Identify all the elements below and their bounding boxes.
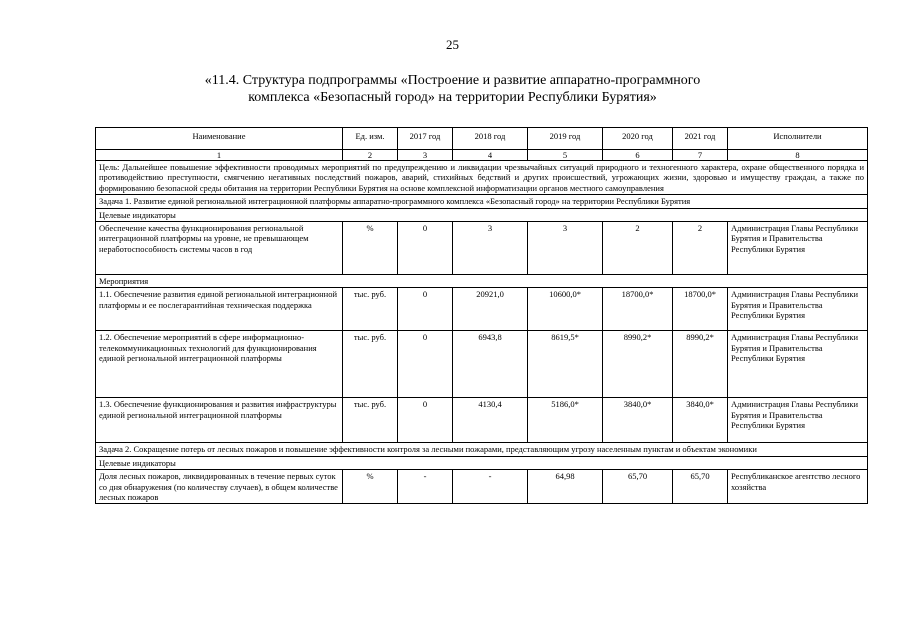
value-2018: 20921,0 — [453, 288, 528, 331]
value-2018: 4130,4 — [453, 398, 528, 443]
value-2021: 2 — [673, 222, 728, 275]
column-number: 3 — [398, 150, 453, 161]
column-number: 5 — [528, 150, 603, 161]
activity-unit: тыс. руб. — [343, 331, 398, 398]
indicator-unit: % — [343, 222, 398, 275]
header-row — [96, 128, 868, 150]
column-number: 8 — [728, 150, 868, 161]
value-2018: - — [453, 470, 528, 504]
header-2020: 2020 год — [603, 128, 673, 150]
column-number: 6 — [603, 150, 673, 161]
executor: Республиканское агентство лесного хозяйства — [728, 470, 868, 504]
activities-label-row — [96, 275, 868, 288]
task-2-text: Задача 2. Сокращение потерь от лесных пожаров и повышение эффективности контроля за лесными пожарами, представляющим угрозу населенным пунктам и объектам экономики — [96, 443, 868, 456]
value-2021: 18700,0* — [673, 288, 728, 331]
value-2017: 0 — [398, 331, 453, 398]
activity-row — [96, 288, 868, 331]
header-2021: 2021 год — [673, 128, 728, 150]
value-2019: 8619,5* — [528, 331, 603, 398]
title-line-2: комплекса «Безопасный город» на территории Республики Бурятия» — [248, 90, 657, 105]
indicators-label-row — [96, 456, 868, 469]
indicator-name: Доля лесных пожаров, ликвидированных в течение первых суток со дня обнаружения (по количеству случаев), в общем количестве лесных пожаров — [96, 470, 343, 504]
column-number-row — [96, 150, 868, 161]
value-2018: 6943,8 — [453, 331, 528, 398]
activity-row — [96, 331, 868, 398]
header-executors: Исполнители — [728, 128, 868, 150]
value-2019: 3 — [528, 222, 603, 275]
activity-unit: тыс. руб. — [343, 288, 398, 331]
header-2019: 2019 год — [528, 128, 603, 150]
value-2017: - — [398, 470, 453, 504]
header-name: Наименование — [96, 128, 343, 150]
activity-row — [96, 398, 868, 443]
title-line-1: «11.4. Структура подпрограммы «Построение и развитие аппаратно-программного — [204, 73, 701, 88]
value-2017: 0 — [398, 398, 453, 443]
header-2018: 2018 год — [453, 128, 528, 150]
page-number: 25 — [446, 37, 459, 52]
activity-name: 1.1. Обеспечение развития единой региональной интеграционной платформы и ее послегарантийная техническая поддержка — [96, 288, 343, 331]
activity-unit: тыс. руб. — [343, 398, 398, 443]
executor: Администрация Главы Республики Бурятия и Правительства Республики Бурятия — [728, 222, 868, 275]
value-2020: 8990,2* — [603, 331, 673, 398]
column-number: 1 — [96, 150, 343, 161]
value-2020: 18700,0* — [603, 288, 673, 331]
header-unit: Ед. изм. — [343, 128, 398, 150]
activity-name: 1.2. Обеспечение мероприятий в сфере информационно-телекоммуникационных технологий для функционирования единой региональной интеграционной платформы — [96, 331, 343, 398]
executor: Администрация Главы Республики Бурятия и Правительства Республики Бурятия — [728, 288, 868, 331]
indicators-label: Целевые индикаторы — [96, 208, 868, 221]
column-number: 2 — [343, 150, 398, 161]
task-1-text: Задача 1. Развитие единой региональной интеграционной платформы аппаратно-программного комплекса «Безопасный город» на территории Республики Бурятия — [96, 195, 868, 208]
value-2020: 2 — [603, 222, 673, 275]
value-2019: 64,98 — [528, 470, 603, 504]
subprogram-structure-table — [95, 127, 868, 504]
indicators-label: Целевые индикаторы — [96, 456, 868, 469]
header-2017: 2017 год — [398, 128, 453, 150]
activity-name: 1.3. Обеспечение функционирования и развития инфраструктуры единой региональной интеграционной платформы — [96, 398, 343, 443]
value-2020: 65,70 — [603, 470, 673, 504]
goal-text: Цель: Дальнейшее повышение эффективности проводимых мероприятий по предупреждению и ликвидации чрезвычайных ситуаций природного и техногенного характера, охране общественного порядка и противодействию преступности, смягчению негативных последствий пожаров, аварий, стихийных бедствий и других происшествий, угрожающих жизни, здоровью и имуществу граждан, а также по формированию безопасной среды обитания на территории Республики Бурятия на основе комплексной информатизации органов местного самоуправления — [96, 161, 868, 195]
executor: Администрация Главы Республики Бурятия и Правительства Республики Бурятия — [728, 398, 868, 443]
indicator-2-row — [96, 470, 868, 504]
indicator-name: Обеспечение качества функционирования региональной интеграционной платформы на уровне, не превышающем неработоспособность системы часов в год — [96, 222, 343, 275]
value-2018: 3 — [453, 222, 528, 275]
value-2019: 10600,0* — [528, 288, 603, 331]
task-2-row — [96, 443, 868, 456]
value-2021: 3840,0* — [673, 398, 728, 443]
value-2017: 0 — [398, 288, 453, 331]
value-2021: 65,70 — [673, 470, 728, 504]
activities-label: Мероприятия — [96, 275, 868, 288]
document-title — [0, 72, 905, 106]
column-number: 7 — [673, 150, 728, 161]
column-number: 4 — [453, 150, 528, 161]
value-2021: 8990,2* — [673, 331, 728, 398]
task-1-row — [96, 195, 868, 208]
value-2020: 3840,0* — [603, 398, 673, 443]
indicators-label-row — [96, 208, 868, 221]
indicator-unit: % — [343, 470, 398, 504]
executor: Администрация Главы Республики Бурятия и Правительства Республики Бурятия — [728, 331, 868, 398]
goal-row — [96, 161, 868, 195]
value-2017: 0 — [398, 222, 453, 275]
indicator-1-row — [96, 222, 868, 275]
value-2019: 5186,0* — [528, 398, 603, 443]
